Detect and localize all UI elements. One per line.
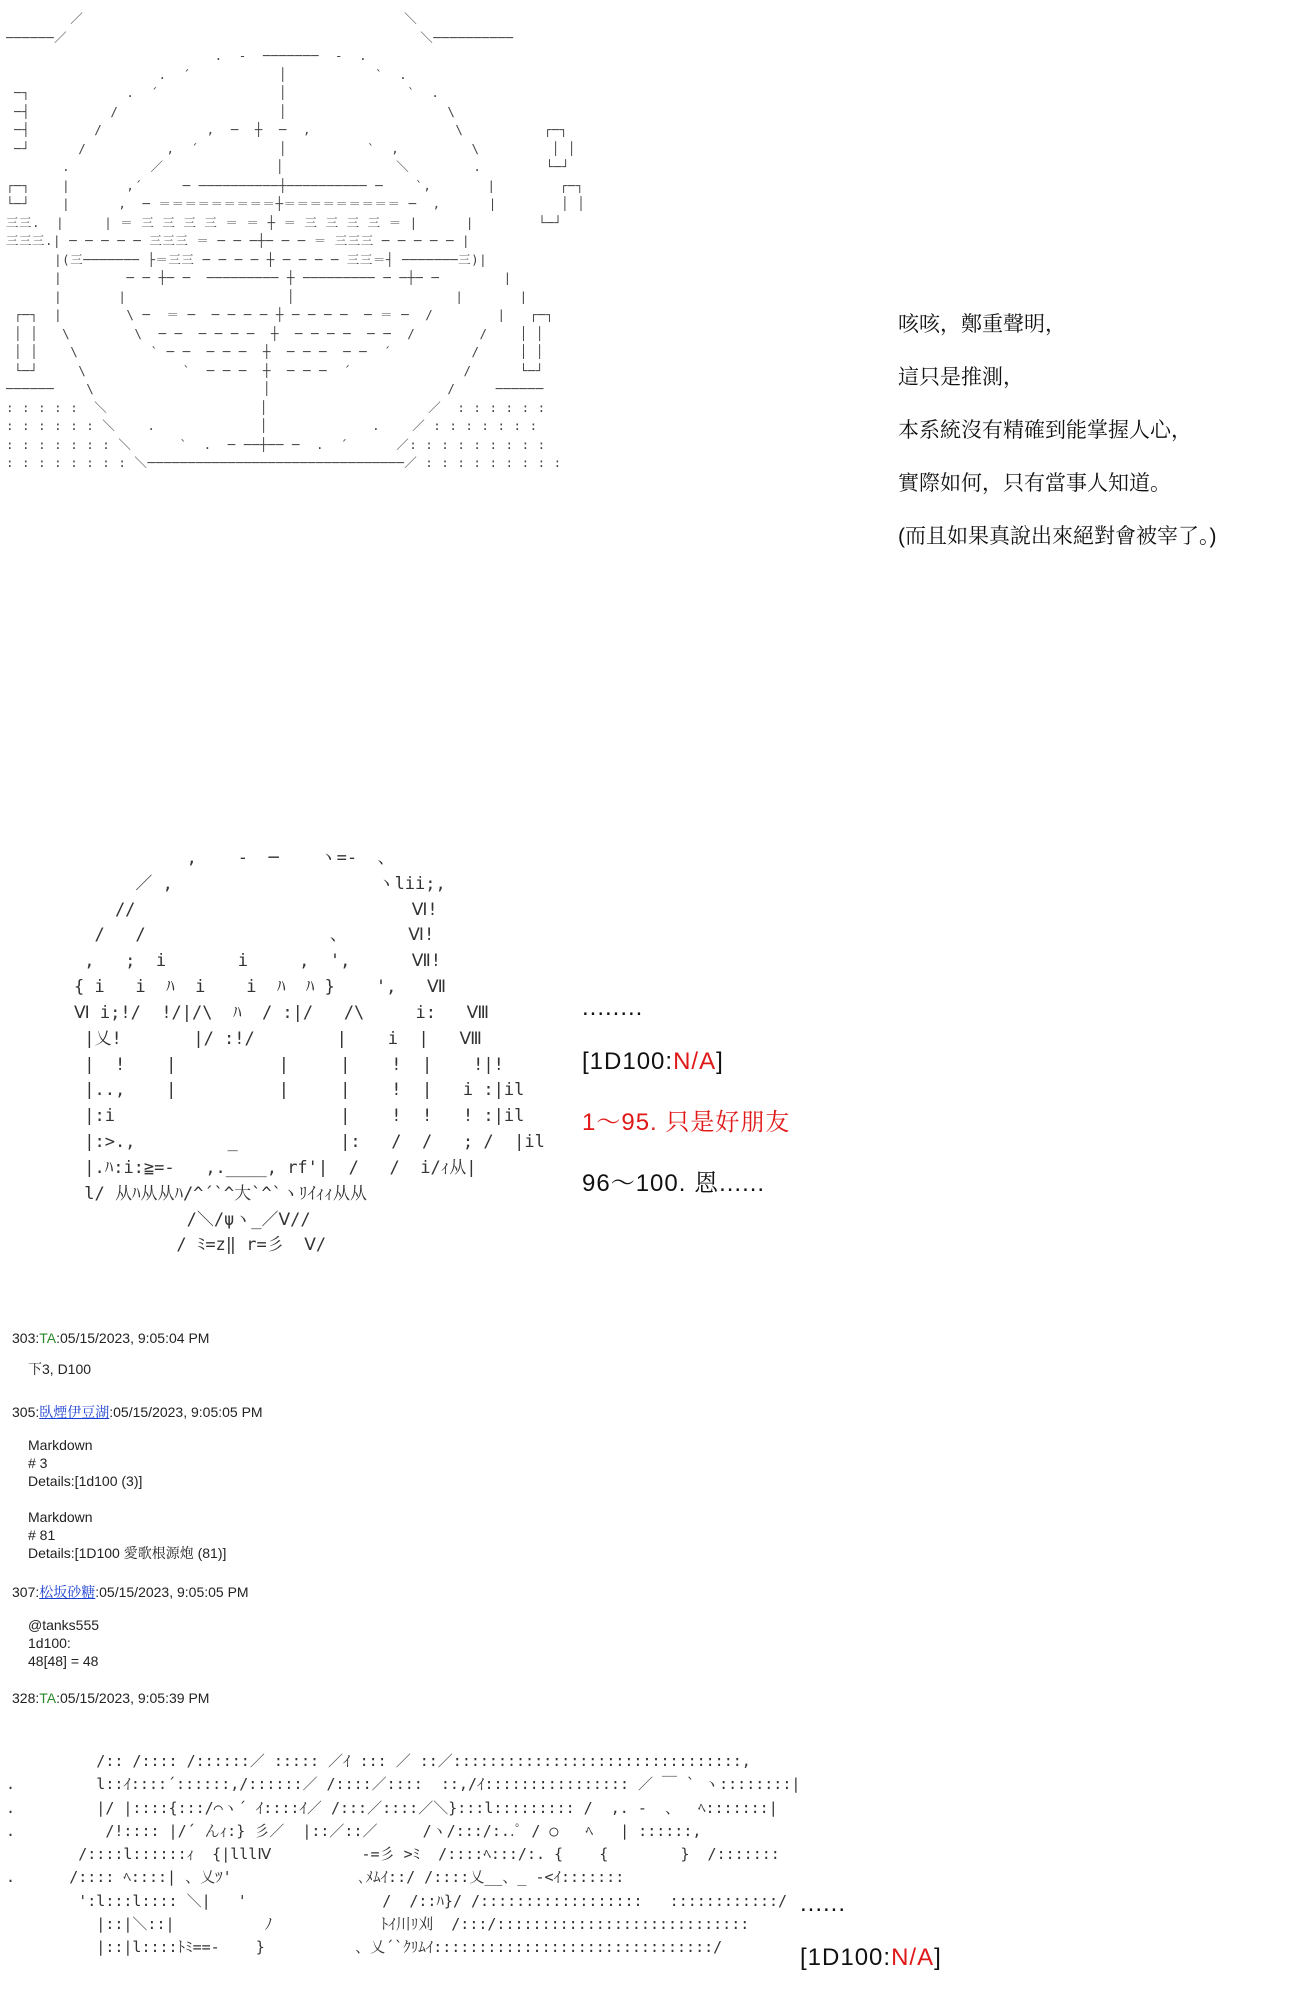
roll-result-prefix: [1D100: <box>582 1048 674 1075</box>
narration-text <box>898 308 1217 573</box>
post-header: 305:臥煙伊豆湖:05/15/2023, 9:05:05 PM <box>12 1404 263 1420</box>
post-number: 305 <box>12 1404 36 1420</box>
post-number: 307 <box>12 1584 36 1600</box>
post-307 <box>12 1582 249 1670</box>
post-author-link[interactable]: 臥煙伊豆湖 <box>39 1404 110 1420</box>
post-author: TA <box>39 1690 57 1706</box>
dialog-line: (而且如果真說出來絕對會被宰了。) <box>898 525 1217 548</box>
post-body: Markdown # 3 Details:[1d100 (3)] Markdown # 81 Details:[1D100 愛歌根源炮 (81)] <box>28 1437 227 1561</box>
post-date: 05/15/2023, 9:05:05 PM <box>99 1584 249 1600</box>
post-author: TA <box>39 1330 57 1346</box>
dialog-line: 實際如何，只有當事人知道。 <box>898 472 1171 495</box>
dialog-line: 咳咳，鄭重聲明， <box>898 313 1066 336</box>
post-date: 05/15/2023, 9:05:39 PM <box>60 1690 210 1706</box>
girl-ascii-art: , - ─ ヽ=- 、 ／ , ヽlii;, // Ⅵ! / / 、 Ⅵ! , ; i i , ', Ⅶ! { i i ﾊ i i ﾊ ﾊ } ', Ⅶ Ⅵ i;!/ !/|/\ ﾊ / :|/ /\ i: Ⅷ |乂! |/ :!/ | i | Ⅷ | ! | | | ! | !|! |.., | | | ! | i :|il |:i | ! ! ! :|il |:>., _ |: / / ; / |il |.ﾊ:i:≧=- ,.____, rf'| / / i/ｨ从| l/ 从ﾊ从从ﾊ/^´`^大`^`ヽﾘｲｨｨ从从 /＼/ψヽ_／Ⅴ// / ﾐ=z‖ r=彡 Ⅴ/ <box>74 848 545 1256</box>
roll-result-value: N/A <box>673 1048 717 1075</box>
post-303 <box>12 1330 209 1378</box>
post-body: 下3, D100 <box>28 1361 92 1377</box>
roll-option: 96～100. 恩...... <box>582 1170 766 1197</box>
dialog-line: 這只是推測， <box>898 366 1024 389</box>
post-number: 303 <box>12 1330 36 1346</box>
roll-result-prefix: [1D100: <box>800 1944 892 1971</box>
post-author-link[interactable]: 松坂砂糖 <box>39 1584 96 1600</box>
post-number: 328 <box>12 1690 36 1706</box>
post-header: 307:松坂砂糖:05/15/2023, 9:05:05 PM <box>12 1584 249 1600</box>
ellipsis-text: ........ <box>582 994 644 1021</box>
post-body: @tanks555 1d100: 48[48] = 48 <box>28 1617 100 1669</box>
post-305 <box>12 1402 263 1562</box>
ellipsis-text: ...... <box>800 1890 847 1917</box>
roll-result-suffix: ] <box>716 1048 724 1075</box>
roll-result-suffix: ] <box>934 1944 942 1971</box>
dialog-line: 本系統沒有精確到能掌握人心， <box>898 419 1192 442</box>
dice-roll-block <box>582 994 790 1224</box>
post-header: 328:TA:05/15/2023, 9:05:39 PM <box>12 1690 210 1706</box>
post-date: 05/15/2023, 9:05:04 PM <box>60 1330 210 1346</box>
post-328 <box>12 1690 209 1706</box>
roll-result-value: N/A <box>891 1944 935 1971</box>
post-header: 303:TA:05/15/2023, 9:05:04 PM <box>12 1330 210 1346</box>
scope-ascii-art: ／ ＼ ──────／ ＼────────── . - ─────── - . . ´ │ ` . ─┐ . ´ │ ` . ─┤ / │ \ ─┤ / , ─ ┼ ─ , \ ┌─┐ ─┘ / , ´ │ ` , \ │ │ . ／ │ ＼ . └─┘ ┌─┐ | ,´ ─ ──────────┼────────── ─ `, | ┌─┐ └─┘ | , ─ ＝＝＝＝＝＝＝＝＝┼＝＝＝＝＝＝＝＝＝ ─ , | │ │ 三三. | | ＝ 三 三 三 三 ＝ ＝ ┼ ＝ 三 三 三 三 ＝ | | └─┘ 三三三.| ─ ─ ─ ─ ─ 三三三 ＝ ─ ─ ─┼─ ─ ─ ＝ 三三三 ─ ─ ─ ─ ─ | |(三─────── ├＝三三 ─ ─ ─ ─ ┼ ─ ─ ─ ─ 三三＝┤ ───────三)| | ─ ─ ┼─ ─ ───────── ┼ ───────── ─ ─┼─ ─ | | | │ | | ┌─┐ | \ ─ ＝ ─ ─ ─ ─ ─ ┼ ─ ─ ─ ─ ─ ＝ ─ / | ┌─┐ │ │ \ \ ─ ─ ─ ─ ─ ─ ┼ ─ ─ ─ ─ ─ ─ / / │ │ │ │ \ ` ─ ─ ─ ─ ─ ┼ ─ ─ ─ ─ ─ ´ / │ │ └─┘ \ ` ─ ─ ─ ┼ ─ ─ ─ ´ / └─┘ ────── \ │ / ────── : : : : : ＼ │ ／ : : : : : : : : : : : : ＼ . │ . ／ : : : : : : : : : : : : : : ＼ ` . ─ ──┼── ─ . ´ ／: : : : : : : : : : : : : : : : : ＼────────────────────────────────／ : : : : : : : : : <box>6 11 586 470</box>
dice-roll-block-2 <box>800 1890 942 1998</box>
post-date: 05/15/2023, 9:05:05 PM <box>113 1404 263 1420</box>
roll-result <box>800 1944 942 1972</box>
roll-option-red: 1～95. 只是好朋友 <box>582 1109 791 1136</box>
roll-result <box>582 1048 790 1076</box>
girl2-ascii-art: /:: /:::: /::::::／ ::::: ／ｲ ::: ／ ::／::::::::::::::::::::::::::::::::, . l::ｲ::::´::::::,/::::::／ /::::／:::: ::,/ｲ:::::::::::::::: ／ ￣ ` ヽ::::::::| . |/ |::::{:::/⌒ヽ´ ｲ::::ｲ／ /:::／::::／＼}:::l::::::::: / ,. - 、 ﾍ:::::::| . /!:::: |/´ んｨ:} 彡／ |::／::／ /ヽ/:::/:..ﾟ / ○ ﾍ | ::::::, /::::l::::::ｨ {|lllⅣ -=彡 >ﾐ /::::ﾍ:::/:. { { } /::::::: . /:::: ﾍ::::| 、乂ﾂ' ､ﾒﾑｲ::/ /::::乂__、_ -<ｲ::::::: ':l:::l:::: ＼| ' / /::ﾊ}/ /:::::::::::::::::: ::::::::::::/ |::|＼::| ﾉ ﾄｲ川ﾘ刈 /:::/:::::::::::::::::::::::::::: |::|l::::ﾄﾐ==- } 、乂´`ｸﾘﾑｲ:::::::::::::::::::::::::::::::/ <box>6 1752 801 1956</box>
